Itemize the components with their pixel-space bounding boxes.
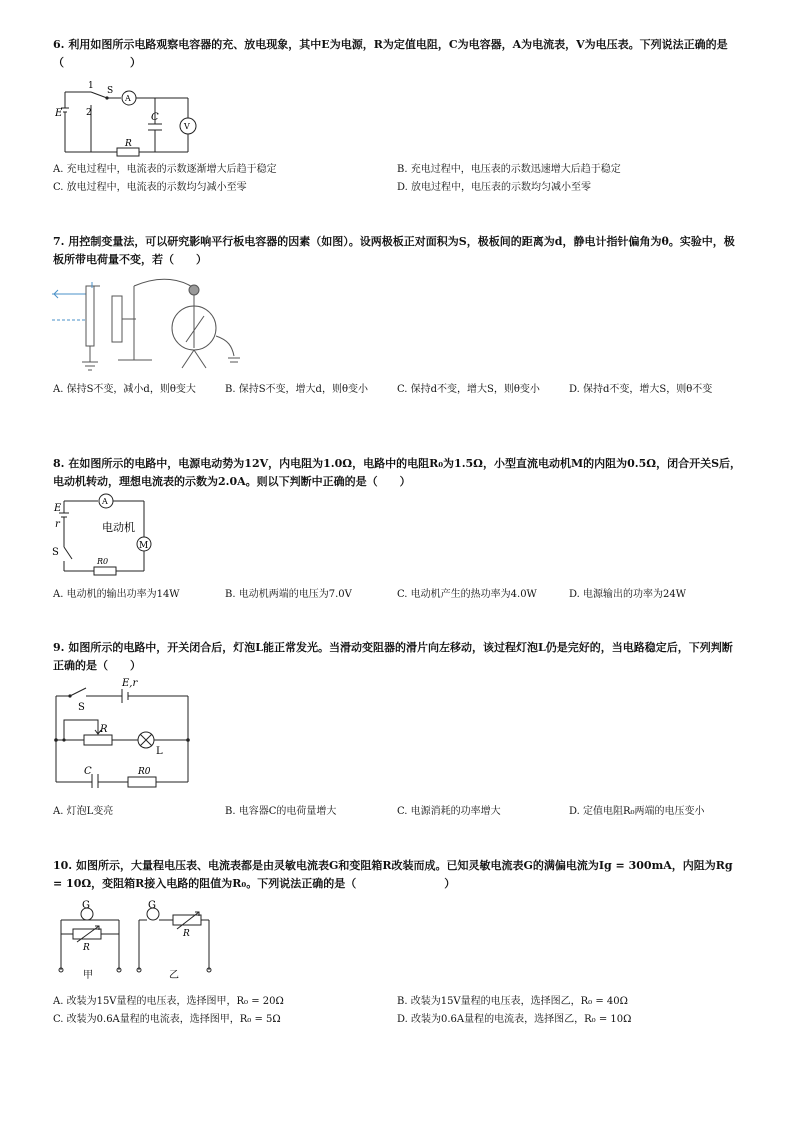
question-10-option-d[interactable]: D. 改装为0.6A量程的电流表，选择图乙，R₀ = 10Ω: [397, 1014, 632, 1025]
question-6-stem: 6. 利用如图所示电路观察电容器的充、放电现象，其中E为电源，R为定值电阻，C为电容器，A为电流表，V为电压表。下列说法正确的是（ ）: [53, 38, 728, 69]
fig9-label-l: L: [156, 746, 163, 757]
question-7-capacitor-apparatus-figure: [52, 276, 242, 376]
question-9: [53, 639, 743, 675]
question-10-option-b[interactable]: B. 改装为15V量程的电压表，选择图乙，R₀ = 40Ω: [397, 996, 628, 1007]
fig6-label-a: A: [125, 94, 131, 103]
question-7-option-a[interactable]: A. 保持S不变，减小d，则θ变大: [53, 384, 196, 395]
fig8-label-a: A: [102, 497, 108, 506]
question-6-circuit-figure: [55, 80, 215, 160]
question-10-option-a[interactable]: A. 改装为15V量程的电压表，选择图甲，R₀ = 20Ω: [53, 996, 284, 1007]
fig6-label-c: C: [151, 112, 159, 123]
question-7-option-d[interactable]: D. 保持d不变，增大S，则θ不变: [569, 384, 713, 395]
question-7: [53, 233, 743, 269]
question-8-stem: 8. 在如图所示的电路中，电源电动势为12V，内电阻为1.0Ω，电路中的电阻R₀为1.5Ω，小型直流电动机M的内阻为0.5Ω，闭合开关S后，电动机转动，理想电流表的示数为2.0A。则以下判断中正确的是（ ）: [53, 457, 742, 488]
question-8: [53, 455, 743, 491]
fig6-label-e: E: [55, 108, 63, 119]
fig6-label-p2: 2: [86, 108, 92, 118]
fig10-label-r1: R: [83, 943, 90, 953]
fig9-label-s: S: [78, 702, 85, 713]
question-7-option-b[interactable]: B. 保持S不变，增大d，则θ变小: [225, 384, 368, 395]
fig6-label-p1: 1: [88, 81, 94, 91]
fig6-label-r: R: [125, 139, 132, 149]
fig8-label-motor: 电动机: [102, 521, 135, 534]
fig9-label-c: C: [84, 766, 92, 777]
fig9-label-r: R: [100, 724, 108, 735]
question-8-option-c[interactable]: C. 电动机产生的热功率为4.0W: [397, 589, 537, 600]
fig10-label-g2: G: [148, 900, 156, 911]
question-10: [53, 857, 743, 893]
question-10-option-c[interactable]: C. 改装为0.6A量程的电流表，选择图甲，R₀ = 5Ω: [53, 1014, 281, 1025]
fig8-label-r: r: [55, 519, 60, 530]
fig9-label-r0: R0: [138, 767, 151, 777]
question-6-option-a[interactable]: A. 充电过程中，电流表的示数逐渐增大后趋于稳定: [53, 164, 277, 175]
fig10-label-jia: 甲: [83, 970, 93, 981]
fig8-label-e: E: [54, 503, 62, 514]
question-8-option-d[interactable]: D. 电源输出的功率为24W: [569, 589, 687, 600]
fig8-label-m: M: [139, 541, 149, 551]
question-9-option-d[interactable]: D. 定值电阻R₀两端的电压变小: [569, 806, 705, 817]
question-7-stem: 7. 用控制变量法，可以研究影响平行板电容器的因素（如图）。设两极板正对面积为S，极板间的距离为d，静电计指针偏角为θ。实验中，极板所带电荷量不变，若（ ）: [53, 235, 735, 266]
fig8-label-s: S: [52, 547, 59, 558]
fig10-label-r2: R: [183, 929, 190, 939]
question-9-option-c[interactable]: C. 电源消耗的功率增大: [397, 806, 501, 817]
question-9-stem: 9. 如图所示的电路中，开关闭合后，灯泡L能正常发光。当滑动变阻器的滑片向左移动，该过程灯泡L仍是完好的，当电路稳定后，下列判断正确的是（ ）: [53, 641, 733, 672]
question-6-option-b[interactable]: B. 充电过程中，电压表的示数迅速增大后趋于稳定: [397, 164, 621, 175]
question-6-option-d[interactable]: D. 放电过程中，电压表的示数均匀减小至零: [397, 182, 592, 193]
question-9-option-b[interactable]: B. 电容器C的电荷量增大: [225, 806, 337, 817]
question-6-option-c[interactable]: C. 放电过程中，电流表的示数均匀减小至零: [53, 182, 247, 193]
question-10-meter-conversion-figure: [53, 898, 223, 983]
question-8-option-b[interactable]: B. 电动机两端的电压为7.0V: [225, 589, 352, 600]
fig10-label-g1: G: [82, 900, 90, 911]
fig6-label-s: S: [107, 86, 114, 96]
fig9-label-er: E,r: [122, 678, 138, 689]
question-8-circuit-figure: [52, 493, 172, 578]
question-7-option-c[interactable]: C. 保持d不变，增大S，则θ变小: [397, 384, 540, 395]
question-10-stem: 10. 如图所示，大量程电压表、电流表都是由灵敏电流表G和变阻箱R改装而成。已知灵敏电流表G的满偏电流为Ig = 300mA，内阻为Rg = 10Ω，变阻箱R接入电路的阻值为R₀。下列说法正确的是（ ）: [53, 859, 733, 890]
question-8-option-a[interactable]: A. 电动机的输出功率为14W: [53, 589, 180, 600]
fig8-label-r0: R0: [97, 557, 109, 566]
fig10-label-yi: 乙: [169, 970, 179, 981]
question-9-circuit-figure: [50, 676, 200, 788]
fig6-label-v: V: [184, 122, 190, 131]
question-9-option-a[interactable]: A. 灯泡L变亮: [53, 806, 114, 817]
question-6: [53, 36, 743, 72]
